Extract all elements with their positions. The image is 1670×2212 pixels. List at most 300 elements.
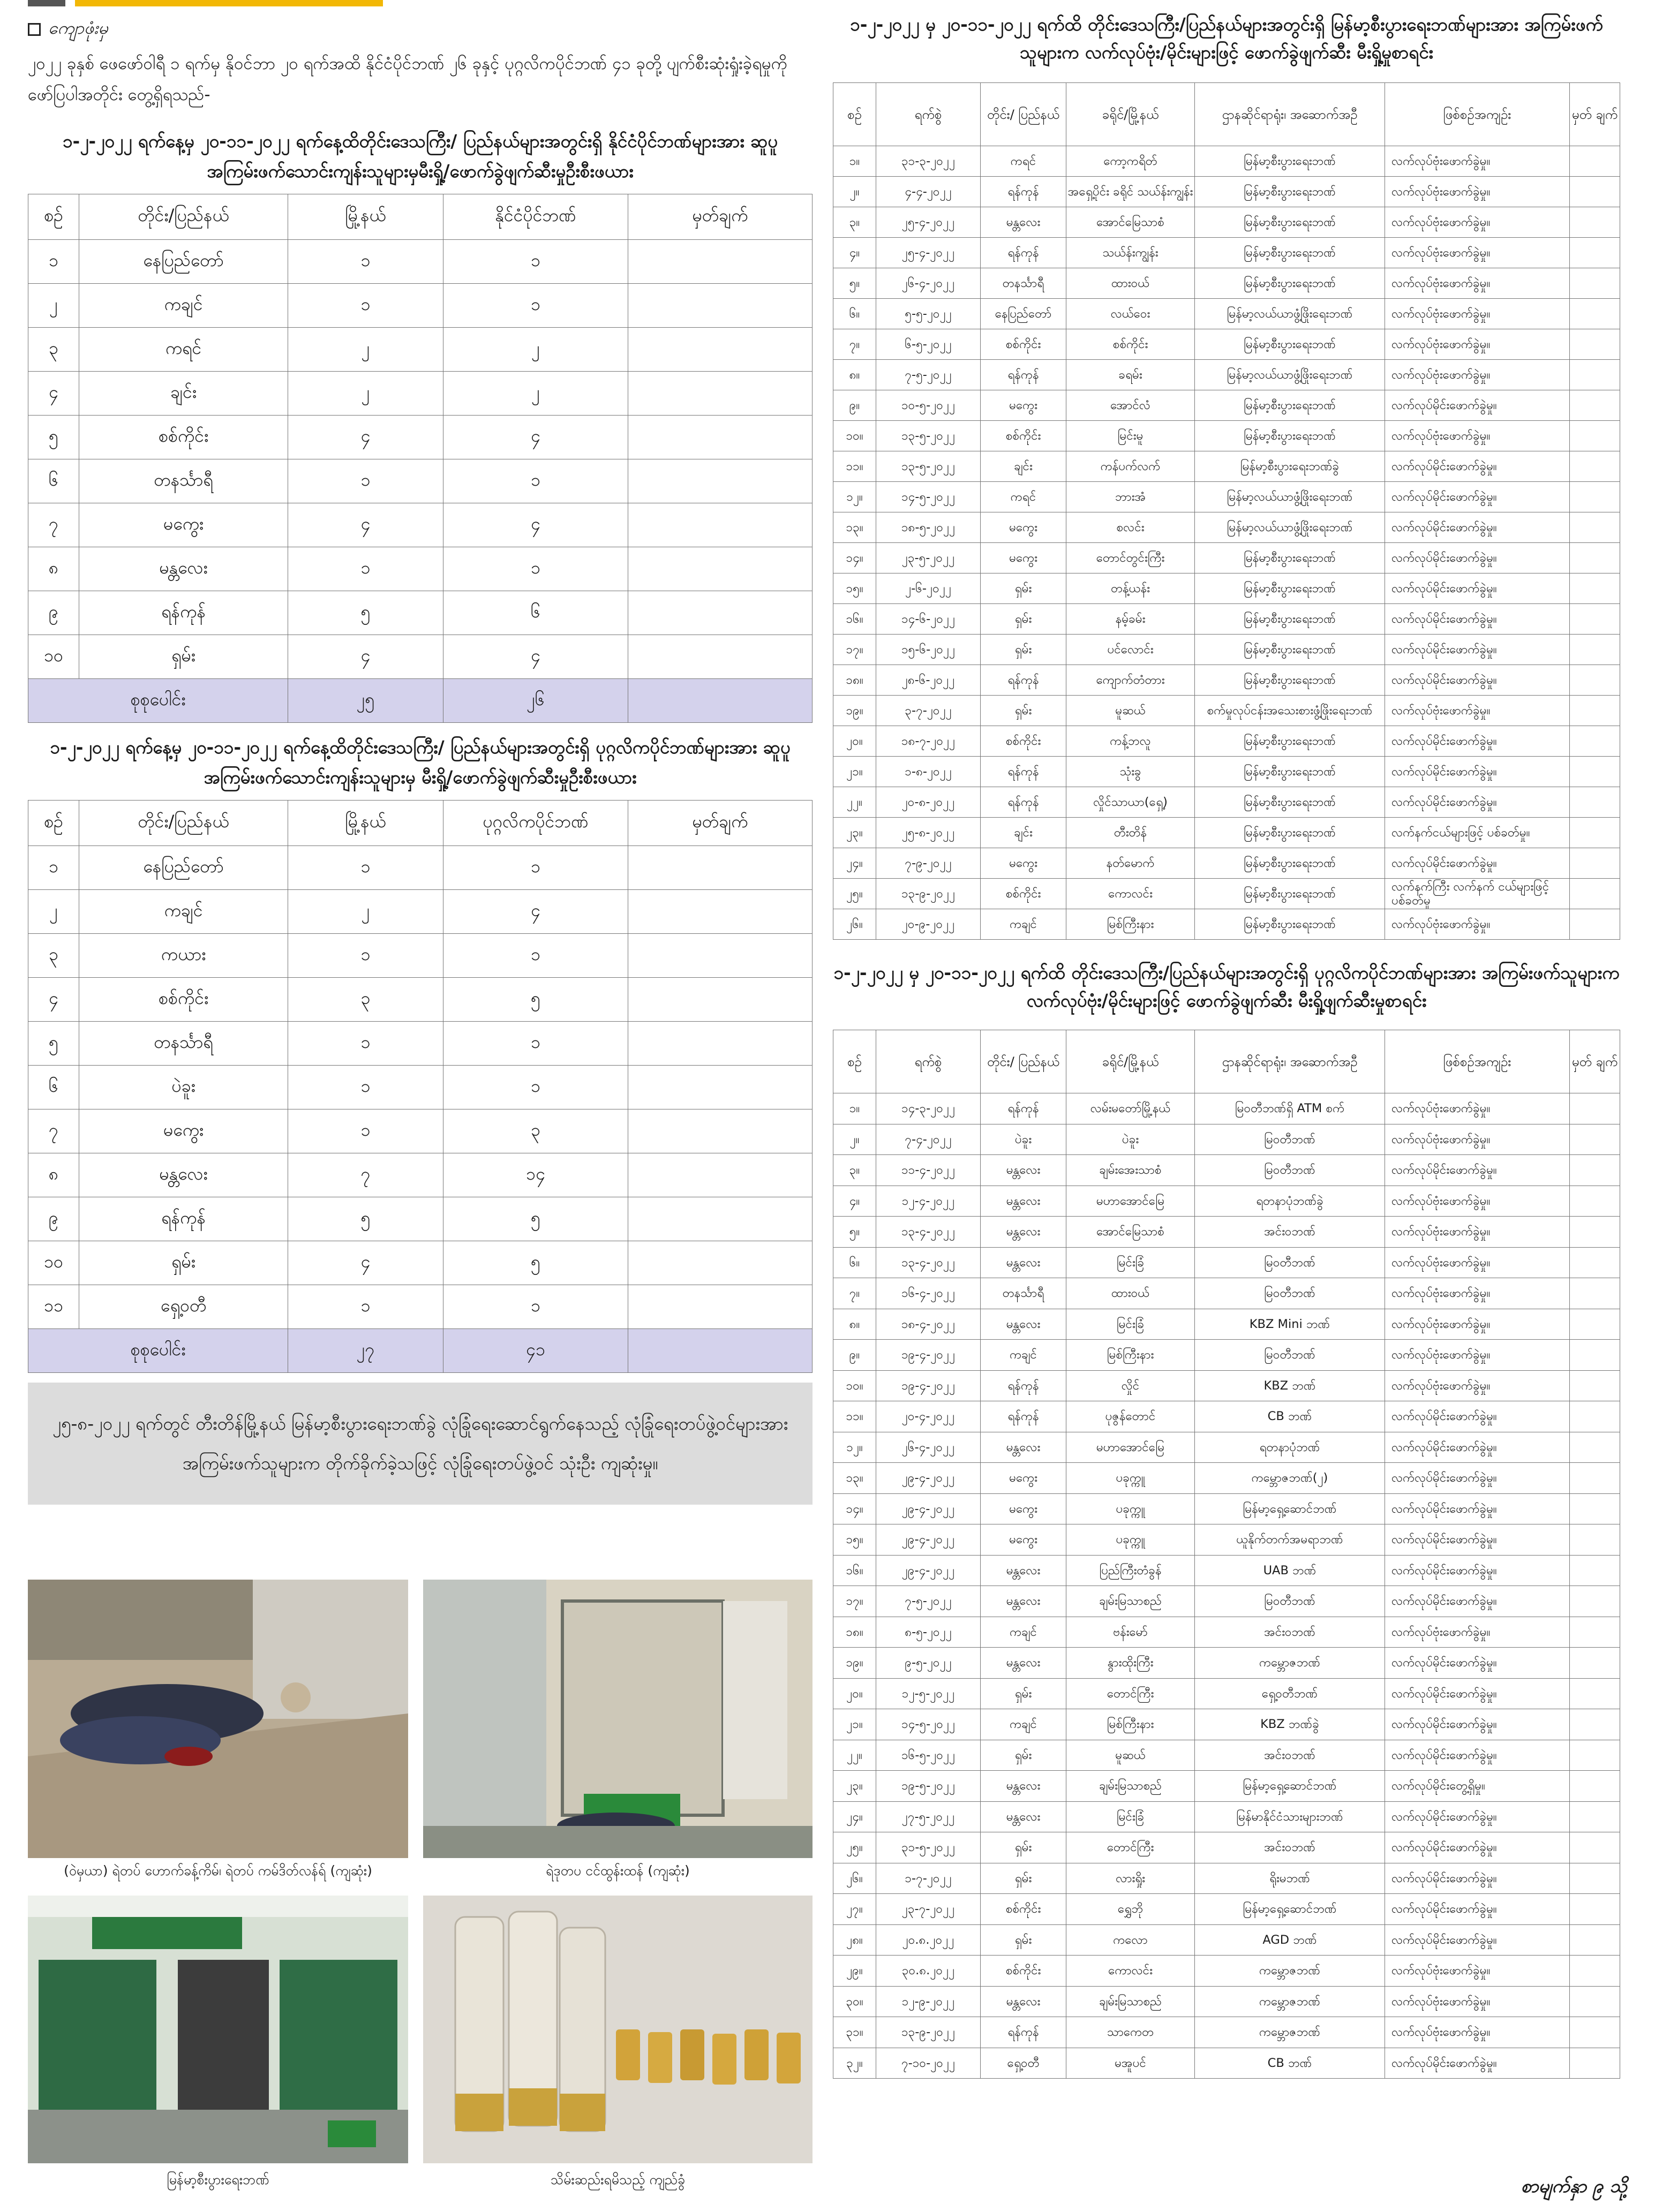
table-row xyxy=(833,1771,1620,1802)
table-cell xyxy=(1570,268,1620,299)
table-cell: ရန်ကုန် xyxy=(981,177,1066,207)
continued-page-note: စာမျက်နှာ ၉ သို့ xyxy=(1521,2176,1627,2197)
table-cell: အောင်မြေသာစံ xyxy=(1066,207,1195,238)
state-banks-table xyxy=(28,194,813,723)
table-row xyxy=(833,2017,1620,2048)
table-cell: နွားထိုးကြီး xyxy=(1066,1648,1195,1679)
table-cell: မြန်မာ့စီးပွားရေးဘဏ် xyxy=(1195,421,1385,451)
table-cell: ရန်ကုန် xyxy=(981,360,1066,390)
table-row xyxy=(28,459,813,503)
table-cell: လက်လုပ်မိုင်းဖောက်ခွဲမှု။ xyxy=(1385,2048,1570,2079)
table-cell: ၁၈။ xyxy=(833,665,876,696)
table-cell: ၅ xyxy=(28,416,79,459)
table-cell: ၄ xyxy=(288,635,443,679)
table-cell: ၁ xyxy=(443,547,628,591)
table-cell: တနင်္သာရီ xyxy=(79,1022,288,1066)
table-cell: အင်းဝဘဏ် xyxy=(1195,1740,1385,1771)
table-cell xyxy=(1570,757,1620,787)
table-cell: မြန်မာ့စီးပွားရေးဘဏ် xyxy=(1195,635,1385,665)
table-cell: မန္တလေး xyxy=(981,1586,1066,1617)
table-cell: မကွေး xyxy=(981,1524,1066,1556)
col-header: စဉ် xyxy=(833,83,876,146)
table-cell: ၅။ xyxy=(833,268,876,299)
table-cell: ၂၇-၅-၂၀၂၂ xyxy=(876,1801,981,1832)
left-column xyxy=(28,11,813,1505)
table-row xyxy=(28,1197,813,1241)
table-cell: မြန်မာ့စီးပွားရေးဘဏ် xyxy=(1195,543,1385,573)
table-cell: လက်လုပ်မိုင်းဖောက်ခွဲမှု။ xyxy=(1385,1155,1570,1186)
table-cell: လက်လုပ်မိုင်းဖောက်ခွဲမှု။ xyxy=(1385,1863,1570,1894)
table-cell: ၂၀-၄-၂၀၂၂ xyxy=(876,1401,981,1432)
table-cell: မကွေး xyxy=(79,1109,288,1153)
table-cell: ၉။ xyxy=(833,1340,876,1371)
table-cell: ၁၅။ xyxy=(833,573,876,604)
table-cell: ထားဝယ် xyxy=(1066,1278,1195,1309)
table-cell: ၃၀.၈.၂၀၂၂ xyxy=(876,1956,981,1987)
table-cell: ချင်း xyxy=(981,818,1066,848)
table-cell xyxy=(628,1197,813,1241)
table-cell: လက်လုပ်မိုင်းဖောက်ခွဲမှု။ xyxy=(1385,635,1570,665)
table-cell: လက်လုပ်မိုင်းဖောက်ခွဲမှု။ xyxy=(1385,482,1570,512)
total-cell: ၂၇ xyxy=(288,1329,443,1373)
table-cell: လက်လုပ်မိုင်းဖောက်ခွဲမှု။ xyxy=(1385,1555,1570,1586)
table-cell: ၄ xyxy=(288,503,443,547)
table-cell: ကောလင်း xyxy=(1066,879,1195,909)
table-cell: ၁ xyxy=(443,240,628,284)
table-cell: ၁၂။ xyxy=(833,482,876,512)
table-cell xyxy=(1570,1093,1620,1124)
table-cell xyxy=(1570,1124,1620,1155)
table-cell: ၃၂။ xyxy=(833,2048,876,2079)
table-cell: ၁၄-၃-၂၀၂၂ xyxy=(876,1093,981,1124)
table-cell: ၂၅-၈-၂၀၂၂ xyxy=(876,818,981,848)
table-cell: လက်လုပ်မိုင်းဖောက်ခွဲမှု။ xyxy=(1385,573,1570,604)
table-cell: ကချင် xyxy=(981,909,1066,940)
table-cell: ၃ xyxy=(28,328,79,372)
table-cell: မြဝတီဘဏ်ရှိ ATM စက် xyxy=(1195,1093,1385,1124)
table-cell: မြန်မာ့လယ်ယာဖွံ့ဖြိုးရေးဘဏ် xyxy=(1195,482,1385,512)
table-cell: လယ်ဝေး xyxy=(1066,299,1195,329)
table-row xyxy=(833,1463,1620,1494)
table-cell: မကွေး xyxy=(981,543,1066,573)
table-cell: ၁၄။ xyxy=(833,543,876,573)
table-row xyxy=(28,846,813,890)
table-cell: ရှေ့ဝတီ xyxy=(981,2048,1066,2079)
table-cell: မြန်မာ့စီးပွားရေးဘဏ် xyxy=(1195,726,1385,757)
table-cell: ၁ xyxy=(288,846,443,890)
table-cell xyxy=(1570,543,1620,573)
table-row xyxy=(833,1247,1620,1278)
table-cell: ၁၄။ xyxy=(833,1493,876,1524)
table-row xyxy=(833,1956,1620,1987)
table-cell: လက်လုပ်ဗုံးဖောက်ခွဲမှု။ xyxy=(1385,696,1570,726)
table-cell xyxy=(1570,482,1620,512)
table-cell: လက်လုပ်မိုင်းဖောက်ခွဲမှု။ xyxy=(1385,604,1570,635)
table-cell: မြဝတီဘဏ် xyxy=(1195,1586,1385,1617)
table-cell: ကောလင်း xyxy=(1066,1956,1195,1987)
table-cell: ၅။ xyxy=(833,1217,876,1248)
table-cell: ၁ xyxy=(288,547,443,591)
table-cell: ၄ xyxy=(28,978,79,1022)
table-cell: ရှမ်း xyxy=(981,1863,1066,1894)
table-cell: စစ်ကိုင်း xyxy=(981,726,1066,757)
table-cell: လက်လုပ်မိုင်းတွေ့ရှိမှု။ xyxy=(1385,1771,1570,1802)
table-cell: ပင်လောင်း xyxy=(1066,635,1195,665)
table-cell xyxy=(628,591,813,635)
table-cell: ၁၄ xyxy=(443,1153,628,1197)
table-cell: ကချင် xyxy=(981,1617,1066,1648)
table-cell: လက်လုပ်ဗုံးဖောက်ခွဲမှု။ xyxy=(1385,1217,1570,1248)
total-cell xyxy=(628,679,813,723)
table-cell: ထားဝယ် xyxy=(1066,268,1195,299)
table-cell: မြစ်ကြီးနား xyxy=(1066,1709,1195,1740)
table-cell: ၂ xyxy=(288,372,443,416)
table-cell: ပုဇွန်တောင် xyxy=(1066,1401,1195,1432)
table-cell: မန္တလေး xyxy=(981,1648,1066,1679)
table-row xyxy=(833,787,1620,818)
table-header-row xyxy=(833,83,1620,146)
table-cell: ၁ xyxy=(443,1285,628,1329)
table-cell: ပခုက္ကူ xyxy=(1066,1463,1195,1494)
table-cell: ၃ xyxy=(28,934,79,978)
table-cell: ၂၆။ xyxy=(833,1863,876,1894)
table-cell: ၁၀။ xyxy=(833,421,876,451)
table-row xyxy=(28,1241,813,1285)
table-cell: နေပြည်တော် xyxy=(79,240,288,284)
table-cell: ၃ xyxy=(288,978,443,1022)
table-row xyxy=(833,635,1620,665)
table-cell: ၄ xyxy=(443,416,628,459)
table-cell: ၂၁။ xyxy=(833,757,876,787)
col-header: ဖြစ်စဉ်အကျဉ်း xyxy=(1385,83,1570,146)
table-cell xyxy=(1570,1247,1620,1278)
table-cell: လမ်းမတော်မြို့နယ် xyxy=(1066,1093,1195,1124)
col-header: စဉ် xyxy=(28,194,79,240)
table-cell xyxy=(628,978,813,1022)
table-cell: လားရှိုး xyxy=(1066,1863,1195,1894)
col-header: တိုင်း/ပြည်နယ် xyxy=(79,801,288,846)
table-cell: ၁၁-၄-၂၀၂၂ xyxy=(876,1155,981,1186)
table-cell: ကျောက်တံတား xyxy=(1066,665,1195,696)
table-row xyxy=(833,543,1620,573)
table-cell: ၂၄။ xyxy=(833,848,876,879)
table-cell: လက်လုပ်မိုင်းဖောက်ခွဲမှု။ xyxy=(1385,665,1570,696)
table-row xyxy=(833,1709,1620,1740)
table-cell: မန္တလေး xyxy=(79,547,288,591)
total-cell: ၂၆ xyxy=(443,679,628,723)
table-cell: မြန်မာနိုင်ငံသားများဘဏ် xyxy=(1195,1801,1385,1832)
table-cell: ၂၉-၄-၂၀၂၂ xyxy=(876,1493,981,1524)
table-cell: ၁၁ xyxy=(28,1285,79,1329)
table-row xyxy=(833,879,1620,909)
table-row xyxy=(833,1340,1620,1371)
table-cell: ၁၂-၅-၂၀၂၂ xyxy=(876,1678,981,1709)
table-body xyxy=(833,1093,1620,2079)
table-cell: ၇။ xyxy=(833,329,876,360)
table-row xyxy=(833,696,1620,726)
table-cell: ၁-၇-၂၀၂၂ xyxy=(876,1863,981,1894)
table-cell: ပဲခူး xyxy=(981,1124,1066,1155)
table-row xyxy=(833,512,1620,543)
table-cell: ကမ္ဘောဇဘဏ်(၂) xyxy=(1195,1463,1385,1494)
table-row xyxy=(28,635,813,679)
table-cell: ၉-၅-၂၀၂၂ xyxy=(876,1648,981,1679)
table-cell: ရန်ကုန် xyxy=(981,665,1066,696)
table-cell: ပဲခူး xyxy=(1066,1124,1195,1155)
total-row xyxy=(28,679,813,723)
table-cell: ၂၉-၄-၂၀၂၂ xyxy=(876,1555,981,1586)
table-cell: လက်လုပ်ဗုံးဖောက်ခွဲမှု။ xyxy=(1385,238,1570,268)
table-cell: ပခုက္ကူ xyxy=(1066,1493,1195,1524)
table-cell xyxy=(1570,2017,1620,2048)
table-row xyxy=(833,604,1620,635)
table-row xyxy=(28,372,813,416)
myanma-economic-bank-table-title: ၁-၂-၂၀၂၂ မှ ၂၀-၁၁-၂၀၂၂ ရက်ထိ တိုင်းဒေသကြီး/ပြည်နယ်များအတွင်းရှိ မြန်မာ့စီးပွားရေးဘဏ်များအား အကြမ်းဖက်သူများက လက်လုပ်ဗုံး/မိုင်းများဖြင့် ဖောက်ခွဲဖျက်ဆီး မီးရှို့မှုစာရင်း xyxy=(850,14,1603,63)
table-cell: ၂၉-၄-၂၀၂၂ xyxy=(876,1524,981,1556)
table-cell: ၂၆။ xyxy=(833,909,876,940)
table-cell: ကလော xyxy=(1066,1924,1195,1956)
table-cell: ၃၀။ xyxy=(833,1986,876,2017)
col-header: စဉ် xyxy=(28,801,79,846)
table-cell: မြန်မာ့စီးပွားရေးဘဏ် xyxy=(1195,818,1385,848)
table-cell: ရှေ့ဝတီ xyxy=(79,1285,288,1329)
table-header-row xyxy=(28,194,813,240)
table-cell: လက်နက်ငယ်များဖြင့် ပစ်ခတ်မှု။ xyxy=(1385,818,1570,848)
table-cell: ၁ xyxy=(288,1066,443,1109)
table-cell: သယ်န်းကျွန်း xyxy=(1066,238,1195,268)
table-cell: ၂။ xyxy=(833,1124,876,1155)
table-cell: ၇-၅-၂၀၂၂ xyxy=(876,360,981,390)
col-header: မှတ် ချက် xyxy=(1570,83,1620,146)
col-header: မှတ်ချက် xyxy=(628,194,813,240)
table-cell: ၂၃။ xyxy=(833,818,876,848)
table-cell xyxy=(1570,207,1620,238)
right-column xyxy=(833,11,1620,2079)
photo-fallen-officers xyxy=(28,1580,408,1858)
table-row xyxy=(833,1648,1620,1679)
table-cell: စစ်ကိုင်း xyxy=(981,1956,1066,1987)
col-header: မြို့နယ် xyxy=(288,194,443,240)
table-cell xyxy=(1570,1586,1620,1617)
table-cell: မန္တလေး xyxy=(981,1555,1066,1586)
table-row xyxy=(28,591,813,635)
table-cell xyxy=(1570,726,1620,757)
table-cell xyxy=(1570,512,1620,543)
table-cell xyxy=(628,416,813,459)
table-cell xyxy=(1570,1740,1620,1771)
table-cell: တနင်္သာရီ xyxy=(981,1278,1066,1309)
table-cell: ဘားအံ xyxy=(1066,482,1195,512)
table-cell: ချမ်းမြသာစည် xyxy=(1066,1586,1195,1617)
table-cell: ၁ xyxy=(288,1285,443,1329)
table-cell: မြန်မာ့ရှေ့ဆောင်ဘဏ် xyxy=(1195,1894,1385,1925)
table-cell xyxy=(1570,909,1620,940)
table-cell: လက်လုပ်ဗုံးဖောက်ခွဲမှု။ xyxy=(1385,329,1570,360)
table-cell: ၁၄-၅-၂၀၂၂ xyxy=(876,482,981,512)
table-cell: မကွေး xyxy=(981,390,1066,421)
table-cell: လက်လုပ်မိုင်းဖောက်ခွဲမှု။ xyxy=(1385,1894,1570,1925)
table-cell: မြန်မာ့စီးပွားရေးဘဏ်ခွဲ xyxy=(1195,451,1385,482)
table-cell: မန္တလေး xyxy=(981,1986,1066,2017)
table-cell: ၁၃-၅-၂၀၂၂ xyxy=(876,421,981,451)
table-cell: ပခုက္ကူ xyxy=(1066,1524,1195,1556)
table-cell: ၉ xyxy=(28,591,79,635)
table-row xyxy=(833,909,1620,940)
table-cell: ၁၄-၆-၂၀၂၂ xyxy=(876,604,981,635)
table-cell xyxy=(1570,1986,1620,2017)
table-cell: ၃၁-၃-၂၀၂၂ xyxy=(876,146,981,177)
table-cell: ၃။ xyxy=(833,1155,876,1186)
col-header: ခရိုင်/မြို့နယ် xyxy=(1066,1030,1195,1093)
table-cell: မြန်မာ့စီးပွားရေးဘဏ် xyxy=(1195,604,1385,635)
table-cell: ၅ xyxy=(443,1197,628,1241)
table-cell xyxy=(1570,238,1620,268)
private-banks-table-title: ၁-၂-၂၀၂၂ ရက်နေ့မှ ၂၀-၁၁-၂၀၂၂ ရက်နေ့ထိတိုင်းဒေသကြီး/ ပြည်နယ်များအတွင်းရှိ ပုဂ္ဂလိကပိုင်ဘဏ်များအား ဆူပူအကြမ်းဖက်သောင်းကျန်းသူများမှ မီးရှို့/ဖောက်ခွဲဖျက်ဆီးမှုဦးစီးဖယား xyxy=(50,737,791,788)
table-cell: လက်လုပ်မိုင်းဖောက်ခွဲမှု။ xyxy=(1385,787,1570,818)
table-cell: ရန်ကုန် xyxy=(981,1370,1066,1401)
table-cell xyxy=(1570,421,1620,451)
table-cell: ပဲခူး xyxy=(79,1066,288,1109)
table-cell: ရှမ်း xyxy=(981,573,1066,604)
col-header: ဖြစ်စဉ်အကျဉ်း xyxy=(1385,1030,1570,1093)
table-cell: မဟာအောင်မြေ xyxy=(1066,1432,1195,1463)
table-cell xyxy=(1570,1309,1620,1340)
table-row xyxy=(833,726,1620,757)
table-cell xyxy=(1570,177,1620,207)
table-cell: ကချင် xyxy=(79,890,288,934)
table-cell: မကွေး xyxy=(981,1493,1066,1524)
table-cell xyxy=(1570,1771,1620,1802)
table-cell: မြန်မာ့စီးပွားရေးဘဏ် xyxy=(1195,757,1385,787)
col-header: ဌာနဆိုင်ရာရုံး၊ အဆောက်အဦ xyxy=(1195,83,1385,146)
table-cell: ရန်ကုန် xyxy=(79,1197,288,1241)
table-row xyxy=(833,1617,1620,1648)
table-cell: ၁၁။ xyxy=(833,1401,876,1432)
table-row xyxy=(833,329,1620,360)
table-row xyxy=(833,1740,1620,1771)
table-cell: ၂၄။ xyxy=(833,1801,876,1832)
section-heading-text: ကျောဖုံးမှ xyxy=(48,18,108,38)
table-cell: ၁၈။ xyxy=(833,1617,876,1648)
table-cell: လက်လုပ်မိုင်းဖောက်ခွဲမှု။ xyxy=(1385,1740,1570,1771)
table-cell: ၈ xyxy=(28,1153,79,1197)
col-header: တိုင်း/ ပြည်နယ် xyxy=(981,1030,1066,1093)
table-cell xyxy=(1570,1801,1620,1832)
table-cell: လက်လုပ်ဗုံးဖောက်ခွဲမှု။ xyxy=(1385,421,1570,451)
table-cell: လက်လုပ်မိုင်းဖောက်ခွဲမှု။ xyxy=(1385,1709,1570,1740)
table-cell: ၁၉-၄-၂၀၂၂ xyxy=(876,1370,981,1401)
table-cell: လက်လုပ်ဗုံးဖောက်ခွဲမှု။ xyxy=(1385,1370,1570,1401)
table-cell: ၁၉။ xyxy=(833,696,876,726)
table-cell: ၁၇။ xyxy=(833,1586,876,1617)
table-cell: ၁ xyxy=(443,1022,628,1066)
col-header: တိုင်း/ ပြည်နယ် xyxy=(981,83,1066,146)
table-cell: မြဝတီဘဏ် xyxy=(1195,1340,1385,1371)
table-cell: ၁၂-၄-၂၀၂၂ xyxy=(876,1186,981,1217)
table-cell xyxy=(1570,848,1620,879)
table-cell: ၂၅-၄-၂၀၂၂ xyxy=(876,238,981,268)
table-cell: မြင်းမူ xyxy=(1066,421,1195,451)
table-body xyxy=(28,240,813,723)
table-cell xyxy=(1570,1493,1620,1524)
table-cell: ကော့ကရိတ် xyxy=(1066,146,1195,177)
table-cell: ၈ xyxy=(28,547,79,591)
table-cell: မြန်မာ့စီးပွားရေးဘဏ် xyxy=(1195,909,1385,940)
table-cell: ၁-၈-၂၀၂၂ xyxy=(876,757,981,787)
table-cell: ၅ xyxy=(288,1197,443,1241)
private-banks-incident-table-title: ၁-၂-၂၀၂၂ မှ ၂၀-၁၁-၂၀၂၂ ရက်ထိ တိုင်းဒေသကြီး/ပြည်နယ်များအတွင်းရှိ ပုဂ္ဂလိကပိုင်ဘဏ်များအား အကြမ်းဖက်သူများက လက်လုပ်ဗုံး/မိုင်းများဖြင့် ဖောက်ခွဲဖျက်ဆီး မီးရှို့ဖျက်ဆီးမှုစာရင်း xyxy=(833,962,1620,1011)
table-cell: ဗန်းမော် xyxy=(1066,1617,1195,1648)
table-cell: စစ်ကိုင်း xyxy=(981,329,1066,360)
table-cell: ကမ္ဘောဇဘဏ် xyxy=(1195,1648,1385,1679)
table-cell: မြန်မာ့လယ်ယာဖွံ့ဖြိုးရေးဘဏ် xyxy=(1195,512,1385,543)
table-cell: ၁ xyxy=(28,240,79,284)
table-cell: ရန်ကုန် xyxy=(981,238,1066,268)
table-row xyxy=(833,268,1620,299)
table-cell: ရှမ်း xyxy=(981,1740,1066,1771)
col-header: စဉ် xyxy=(833,1030,876,1093)
table-cell xyxy=(1570,1155,1620,1186)
table-cell: ၄ xyxy=(443,635,628,679)
table-cell xyxy=(628,503,813,547)
table-cell: မူဆယ် xyxy=(1066,696,1195,726)
table-cell: ၈။ xyxy=(833,360,876,390)
table-cell: မန္တလေး xyxy=(981,1309,1066,1340)
table-cell xyxy=(1570,1524,1620,1556)
table-cell: မန္တလေး xyxy=(981,1771,1066,1802)
table-cell: လက်လုပ်ဗုံးဖောက်ခွဲမှု။ xyxy=(1385,268,1570,299)
table-cell: ကယား xyxy=(79,934,288,978)
table-cell xyxy=(628,372,813,416)
table-cell: ရိုးမဘဏ် xyxy=(1195,1863,1385,1894)
table-cell: ၂၀။ xyxy=(833,1678,876,1709)
table-cell: မြန်မာ့စီးပွားရေးဘဏ် xyxy=(1195,207,1385,238)
table-cell: နေပြည်တော် xyxy=(79,846,288,890)
table-cell: ၇-၁၀-၂၀၂၂ xyxy=(876,2048,981,2079)
table-cell: မြင်းခြံ xyxy=(1066,1309,1195,1340)
table-cell: အင်းဝဘဏ် xyxy=(1195,1832,1385,1863)
table-cell: မြန်မာ့စီးပွားရေးဘဏ် xyxy=(1195,787,1385,818)
table-cell: ၁၀-၅-၂၀၂၂ xyxy=(876,390,981,421)
table-cell xyxy=(628,1022,813,1066)
table-cell xyxy=(1570,635,1620,665)
table-cell: မြစ်ကြီးနား xyxy=(1066,909,1195,940)
table-cell: ၆ xyxy=(28,459,79,503)
table-cell: ၄-၄-၂၀၂၂ xyxy=(876,177,981,207)
table-cell: စစ်ကိုင်း xyxy=(981,421,1066,451)
table-cell xyxy=(628,846,813,890)
table-cell: လက်လုပ်ဗုံးဖောက်ခွဲမှု။ xyxy=(1385,207,1570,238)
table-cell xyxy=(1570,573,1620,604)
table-cell: ၁၂။ xyxy=(833,1432,876,1463)
table-cell: လက်လုပ်မိုင်းဖောက်ခွဲမှု။ xyxy=(1385,1678,1570,1709)
table-cell xyxy=(1570,1401,1620,1432)
private-banks-incident-table xyxy=(833,1030,1620,2079)
table-cell: ၇-၉-၂၀၂၂ xyxy=(876,848,981,879)
table-cell: ၂၁။ xyxy=(833,1709,876,1740)
table-cell xyxy=(628,1285,813,1329)
table-row xyxy=(833,757,1620,787)
table-cell: KBZ ဘဏ် xyxy=(1195,1370,1385,1401)
table-cell: အင်းဝဘဏ် xyxy=(1195,1617,1385,1648)
table-body xyxy=(833,146,1620,940)
table-cell: ရှမ်း xyxy=(981,635,1066,665)
table-cell: ကရင် xyxy=(981,146,1066,177)
table-row xyxy=(833,1832,1620,1863)
table-cell: နမ့်ခမ်း xyxy=(1066,604,1195,635)
table-row xyxy=(833,1801,1620,1832)
table-cell: ၂၈။ xyxy=(833,1924,876,1956)
